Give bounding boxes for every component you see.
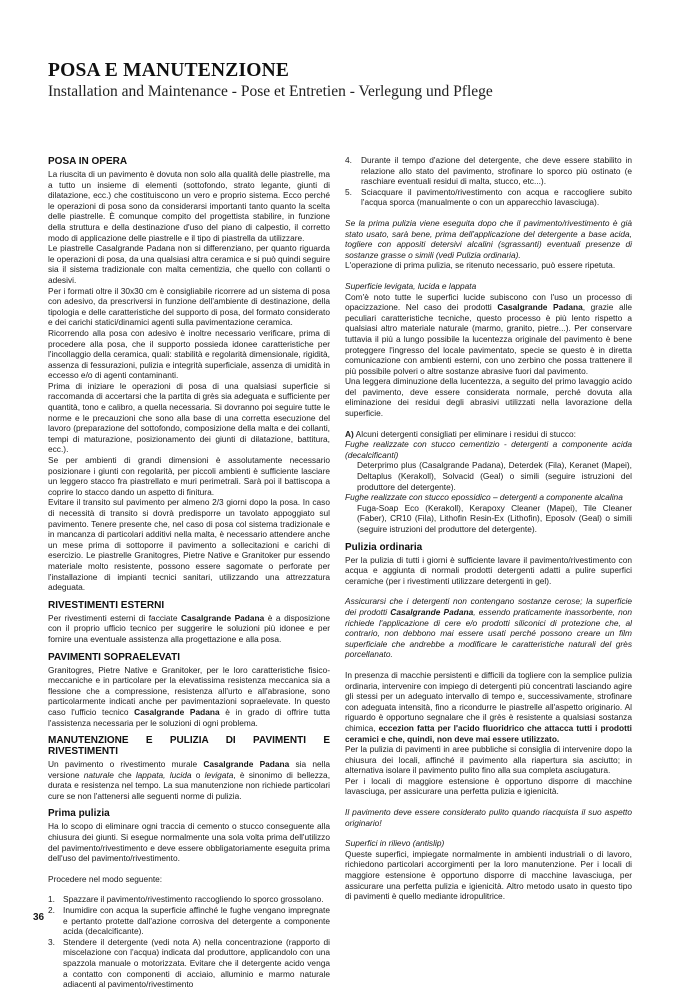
step-item: 3. Stendere il detergente (vedi nota A) nella concentrazione (rapporto di miscelazione con l'acqua) indicata dal produttore, applicandolo con una spazzola manuale o motorizzata. Evitare che il detergente acido venga a contatto con componenti di acciaio, alluminio e marmo naturale adiacenti al pavimento/rivestimento [48, 936, 330, 990]
pavimenti-heading: PAVIMENTI SOPRAELEVATI [48, 651, 181, 663]
superficie-text-start: Com'è noto tutte le superfici lucide subiscono con l'uso un processo di opacizzazione. Nel caso dei prodotti [345, 291, 632, 313]
posa-paragraph-6: Se per ambienti di grandi dimensioni è assolutamente necessario posizionare i giunti con regolarità, per piccoli ambienti è sufficiente lasciare un leggero stacco fra piastrellato e muri perimetrali. Sarà poi il battiscopa a coprire lo stacco dando un aspetto di finitura. [48, 455, 330, 497]
left-column [48, 156, 330, 990]
manutenzione-text-end: , è sinonimo di bellezza, durata e resistenza nel tempo. La sua manutenzione non richiede particolari cure se non l'attenersi alle seguenti norme di pulizia. [48, 769, 331, 801]
assicurarsi-text-start: Assicurarsi che i detergenti non contengano sostanze cerose; la superficie dei prodotti [345, 596, 632, 617]
presenza-text-start: In presenza di macchie persistenti e difficili da togliere con la semplice pulizia ordinaria, intervenire con impiego di detergenti più concentrati lasciando agire gli stessi per un adeguato intervallo di tempo e, successivamente, strofinare con adeguata intensità, fino a ricondurre le piastrelle all'aspetto originario. Al riguardo è opportuno segnalare che il grès è resistente a qualsiasi sostanza chimica, [345, 669, 632, 733]
term-lappata-lucida: lappata, lucida [135, 769, 192, 780]
operazione-text: L'operazione di prima pulizia, se ritenuto necessario, può essere ripetuta. [345, 260, 616, 271]
steps-list-right [345, 155, 632, 208]
fughe-cementizio-label: Fughe realizzate con stucco cementizio - detergenti a componente acida (decalcificanti) [345, 439, 632, 460]
superficie-paragraph [345, 292, 632, 377]
rivestimenti-heading: RIVESTIMENTI ESTERNI [48, 599, 165, 611]
pavimenti-paragraph [48, 665, 330, 729]
manutenzione-paragraph [48, 759, 330, 801]
posa-paragraph-2: Le piastrelle Casalgrande Padana non si differenziano, per quanto riguarda le operazioni di posa, da una qualsiasi altra ceramica e si può quindi seguire sia il sistema tradizionale con malta cementizia, che quello con collanti o adesivi. [48, 243, 331, 285]
pulizia-ordinaria-paragraph: Per la pulizia di tutti i giorni è sufficiente lavare il pavimento/rivestimento con acqua e aggiunta di normali prodotti detergenti adatti a pulire superfici ceramiche (per i rivestimenti utilizzare detergenti in gel). [345, 554, 632, 586]
brand-name: Casalgrande Padana [181, 612, 265, 623]
step-item: 4. Durante il tempo d'azione del detergente, che deve essere stabilito in relazione allo stato del pavimento, strofinare lo sporco più ostinato (e raschiare eventuali residui di malta, stucco, etc...). [345, 155, 632, 187]
presenza-paragraph [345, 670, 632, 744]
page-number: 36 [33, 912, 45, 923]
rivestimenti-text-end: è a disposizione con il proprio ufficio tecnico per suggerire le soluzioni più idonee e per fornire una eventuale assistenza alla progettazione e alla posa. [48, 612, 330, 644]
diminuzione-paragraph: Una leggera diminuzione della lucentezza, a seguito del primo lavaggio acido del pavimento, deve essere considerata normale, perché dovuta alla eliminazione dei residui degli abrasivi utilizzati nella lavorazione della superficie. [345, 376, 632, 419]
page-title: POSA E MANUTENZIONE [48, 60, 290, 81]
locali-estensione-paragraph: Per i locali di maggiore estensione è opportuno disporre di macchine lavasciuga, per assicurare una perfetta pulizia e igienicità. [345, 775, 632, 797]
term-naturale: naturale [83, 769, 114, 780]
manutenzione-text-o: o [191, 769, 205, 780]
note-a [345, 429, 632, 440]
superficie-text-end: , grazie alle peculiari caratteristiche tecniche, questo processo è più lento rispetto a qualsiasi altro materiale naturale (marmo, granito, pietre...). Per conservare tuttavia il più a lungo possibile la lucentezza originale del pavimento è bene proteggere l'ingresso del locale pavimentato, specie se questo è in diretta comunicazione con ambienti esterni, con uno zerbino che possa trattenere il più possibile polveri o altre sostanze abrasive fuori dal pavimento. [345, 302, 632, 376]
brand-name: Casalgrande Padana [390, 606, 474, 617]
prima-pulizia-heading: Prima pulizia [48, 808, 110, 820]
manutenzione-heading: MANUTENZIONE E PULIZIA DI PAVIMENTI E RIVESTIMENTI [48, 735, 330, 758]
rivestimenti-paragraph [48, 613, 330, 645]
acid-warning: eccezion fatta per l'acido fluoridrico che attacca tutti i prodotti ceramici e che, quindi, non deve mai essere utilizzato. [345, 722, 632, 744]
pulito-note: Il pavimento deve essere considerato pulito quando riacquista il suo aspetto originario! [345, 807, 632, 828]
assicurarsi-text-end: , essendo praticamente inassorbente, non richiede l'applicazione di cere e/o prodotti siliconici di protezione che, al contrario, non debbono mai essere usati perché possono creare un film superficiale che andrebbe a modificare le caratteristiche naturali del grès porcellanato. [345, 606, 632, 660]
step-item: 1. Spazzare il pavimento/rivestimento raccogliendo lo sporco grossolano. [48, 894, 324, 905]
brand-name: Casalgrande Padana [203, 759, 290, 770]
page-subtitle: Installation and Maintenance - Pose et Entretien - Verlegung und Pflege [48, 83, 493, 100]
posa-heading: POSA IN OPERA [48, 156, 128, 167]
posa-paragraph-3: Per i formati oltre il 30x30 cm è consigliabile ricorrere ad un sistema di posa con adesivo, da prescriversi in funzione dell'ambiente di destinazione, della tipologia e delle caratteristiche del supporto di posa, del formato considerato e dei carichi statici/dinamici agenti sulla pavimentazione ceramica. [48, 285, 330, 328]
manutenzione-text-che: che [113, 769, 136, 780]
rilievo-label: Superfici in rilievo (antislip) [345, 838, 445, 849]
posa-paragraph-7: Evitare il transito sul pavimento per almeno 2/3 giorni dopo la posa. In caso di necessità di transito si dovrà predisporre un tavolato appoggiato sul pavimento. Tenere presente che, nel caso di posa col sistema tradizionale e in mancanza di particolari additivi nella malta, è necessario attendere anche un mese prima di sottoporre il pavimento a sollecitazioni e carichi di esercizio. Le piastrelle Granitogres, Pietre Native e Granitoker pur essendo materiale molto resistente, possono essere sagomate o perforate per l'installazione di impianti tecnici sanitari, utilizzando una attrezzatura adeguata. [48, 497, 330, 593]
step-item: 2. Inumidire con acqua la superficie affinché le fughe vengano impregnate e pertanto protette dall'azione corrosiva del detergente a componente acida (decalcificante). [48, 905, 330, 937]
note-a-label: A) [345, 428, 354, 439]
term-levigata: levigata [204, 769, 234, 780]
ambienti-pubblici-paragraph: Per la pulizia di pavimenti in aree pubbliche si consiglia di intervenire dopo la chiusura dei locali, affinché il pavimento alla riapertura sia asciutto; in alternativa isolare il pavimento pulito fino alla sua completa asciugatura. [345, 744, 632, 776]
pavimenti-text-end: è in grado di offrire tutta l'assistenza necessaria per le soluzioni di ogni problema. [48, 706, 330, 728]
brand-name: Casalgrande Padana [497, 302, 583, 313]
manutenzione-text-start: Un pavimento o rivestimento murale [48, 759, 204, 770]
brand-name: Casalgrande Padana [134, 706, 220, 717]
rilievo-paragraph: Queste superfici, impiegate normalmente in ambienti industriali o di lavoro, richiedono particolari accorgimenti per la loro manutenzione. Per i locali di maggiore estensione è opportuno disporre di macchine lavasciuga, per assicurare una perfetta pulizia e igienicità. Altro metodo usato in questo tipo di pavimenti è quello mediante idropulitrice. [345, 848, 632, 902]
steps-list-left [48, 894, 330, 989]
pulizia-ordinaria-heading: Pulizia ordinaria [345, 541, 423, 553]
note-a-text: Alcuni detergenti consigliati per eliminare i residui di stucco: [353, 428, 576, 439]
fughe-epossidico-label: Fughe realizzate con stucco epossidico – detergenti a componente alcalina [345, 492, 623, 503]
posa-paragraph-5: Prima di iniziare le operazioni di posa di una qualsiasi superficie si raccomanda di accertarsi che la partita di grès sia adeguata e sufficiente per quantità, tono e calibro, a quella necessaria. Si dovranno poi seguire tutte le norme e le precauzioni che sono alla base di una corretta esecuzione del lavoro (preparazione del sottofondo, composizione della malta e dei collanti, tempi di maturazione, posizionamento dei giunti di dilatazione, battitura, ecc.). [48, 380, 330, 455]
rivestimenti-text-start: Per rivestimenti esterni di facciate [48, 612, 181, 623]
posa-paragraph-1: La riuscita di un pavimento è dovuta non solo alla qualità delle piastrelle, ma a tutto un insieme di elementi (sottofondo, strato legante, giunti di dilatazione, ecc.) che costituiscono un vero e proprio sistema. Ecco perché le operazioni di posa sono da considerarsi importanti tanto quanto la scelta delle piastrelle. È comunque compito del progettista stabilire, in funzione della struttura e della destinazione d'uso del piano di calpestio, il corretto modo di applicazione delle piastrelle e il tipo di piastrella da utilizzare. [48, 169, 330, 243]
pavimenti-text-start: Granitogres, Pietre Native e Granitoker, per le loro caratteristiche fisico-meccaniche e in particolare per la elevatissima resistenza meccanica sia a flessione che a compressione, resistenza all'urto e all'abrasione, sono particolarmente indicati anche per pavimentazioni sopraelevate. In questo caso l'ufficio tecnico [48, 664, 330, 717]
fughe-cementizio-products: Deterprimo plus (Casalgrande Padana), Deterdek (Fila), Keranet (Mapei), Deltaplus (Kerakoll), Solvacid (Geal) o simili (seguire istruzioni del produttore del detergente). [357, 460, 632, 492]
superficie-label: Superficie levigata, lucida e lappata [345, 280, 477, 291]
prima-pulizia-paragraph: Ha lo scopo di eliminare ogni traccia di cemento o stucco conseguente alla chiusura dei giunti. Si esegue normalmente una sola volta prima dell'utilizzo del pavimento/rivestimento e deve essere obbligatoriamente eseguita prima dell'uso del pavimento/rivestimento. [48, 821, 330, 864]
italic-note: Se la prima pulizia viene eseguita dopo che il pavimento/rivestimento è già stato usato, sarà bene, prima dell'applicazione del detergente a base acida, togliere con appositi detersivi alcalini (sgrassanti) eventuali presenze di sostanze grasse o simili (vedi Pulizia ordinaria). [345, 217, 632, 260]
procedere-text: Procedere nel modo seguente: [48, 873, 163, 884]
fughe-epossidico-products: Fuga-Soap Eco (Kerakoll), Kerapoxy Cleaner (Mapei), Tile Cleaner (Faber), CR10 (Fila), Lithofin Resin-Ex (Lithofin), Eposolv (Geal) o simili (seguire istruzioni del produttore del detergente). [357, 502, 632, 534]
right-column [345, 155, 632, 902]
assicurarsi-paragraph [345, 596, 632, 660]
posa-paragraph-4: Ricorrendo alla posa con adesivo è inoltre necessario verificare, prima di procedere alla posa, che il supporto possieda idonee caratteristiche per l'incollaggio della ceramica, quali: stabilità e regolarità dimensionale, rigidità, assenza di fessurazioni, pulizia e integrità superficiale, assenza di umidità in eccesso e/o di agenti contaminanti. [48, 327, 330, 381]
manutenzione-text-mid: sia nella versione [48, 759, 330, 780]
step-item: 5. Sciacquare il pavimento/rivestimento con acqua e raccogliere subito l'acqua sporca (manualmente o con un apparecchio lavasciuga). [345, 186, 632, 208]
